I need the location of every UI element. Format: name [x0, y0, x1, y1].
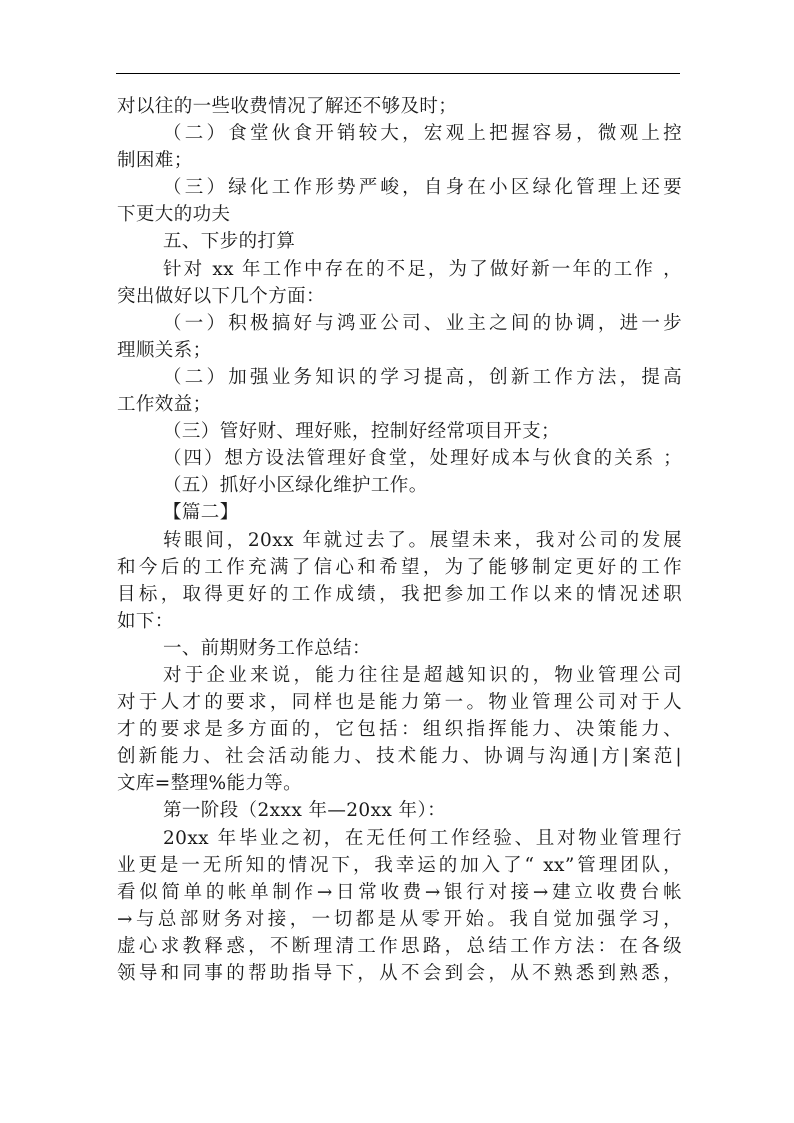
text-line: 看似简单的帐单制作→日常收费→银行对接→建立收费台帐: [117, 881, 682, 903]
text-line: 和今后的工作充满了信心和希望，为了能够制定更好的工作: [117, 556, 682, 578]
text-line: （三）绿化工作形势严峻，自身在小区绿化管理上还要: [163, 177, 682, 199]
document-body: [117, 93, 682, 987]
text-line: 目标，取得更好的工作成绩，我把参加工作以来的情况述职: [117, 583, 682, 605]
text-line: 理顺关系；: [117, 339, 212, 361]
text-line: 第一阶段（2xxx 年—20xx 年）：: [163, 800, 446, 822]
text-line: 虚心求教释惑，不断理清工作思路，总结工作方法：在各级: [117, 935, 682, 957]
text-line: 对于人才的要求，同样也是能力第一。物业管理公司对于人: [117, 692, 682, 714]
text-line: 转眼间，20xx 年就过去了。展望未来，我对公司的发展: [163, 529, 682, 551]
text-line: （三）管好财、理好账，控制好经常项目开支；: [163, 421, 560, 443]
text-line: （二）加强业务知识的学习提高，创新工作方法，提高: [163, 366, 682, 388]
text-line: 制困难；: [117, 150, 193, 172]
text-line: （一）积极搞好与鸿亚公司、业主之间的协调，进一步: [163, 312, 682, 334]
text-line: 一、前期财务工作总结：: [163, 637, 371, 659]
text-line: 创新能力、社会活动能力、技术能力、协调与沟通|方|案范|: [117, 746, 682, 768]
text-line: 突出做好以下几个方面：: [117, 285, 325, 307]
text-line: 领导和同事的帮助指导下，从不会到会，从不熟悉到熟悉，: [117, 963, 682, 984]
text-line: 下更大的功夫: [117, 204, 231, 226]
header-rule: [116, 73, 680, 74]
text-line: （二）食堂伙食开销较大，宏观上把握容易，微观上控: [163, 123, 682, 145]
text-line: 业更是一无所知的情况下，我幸运的加入了“ xx”管理团队，: [117, 854, 682, 876]
text-line: （五）抓好小区绿化维护工作。: [163, 475, 428, 497]
text-line: 20xx 年毕业之初，在无任何工作经验、且对物业管理行: [163, 827, 682, 849]
text-line: 五、下步的打算: [163, 231, 296, 253]
text-line: 才的要求是多方面的，它包括：组织指挥能力、决策能力、: [117, 719, 682, 741]
text-line: 文库=整理%能力等。: [117, 773, 303, 795]
text-line: 如下：: [117, 610, 174, 632]
text-line: 对于企业来说，能力往往是超越知识的，物业管理公司: [163, 664, 682, 686]
text-line: 对以往的一些收费情况了解还不够及时；: [117, 96, 458, 117]
text-line: 针对 xx 年工作中存在的不足，为了做好新一年的工作 ，: [163, 258, 682, 280]
text-line: 【篇二】: [163, 502, 239, 524]
text-line: （四）想方设法管理好食堂，处理好成本与伙食的关系 ；: [163, 448, 682, 470]
text-line: →与总部财务对接，一切都是从零开始。我自觉加强学习，: [117, 908, 682, 930]
text-line: 工作效益；: [117, 394, 212, 416]
